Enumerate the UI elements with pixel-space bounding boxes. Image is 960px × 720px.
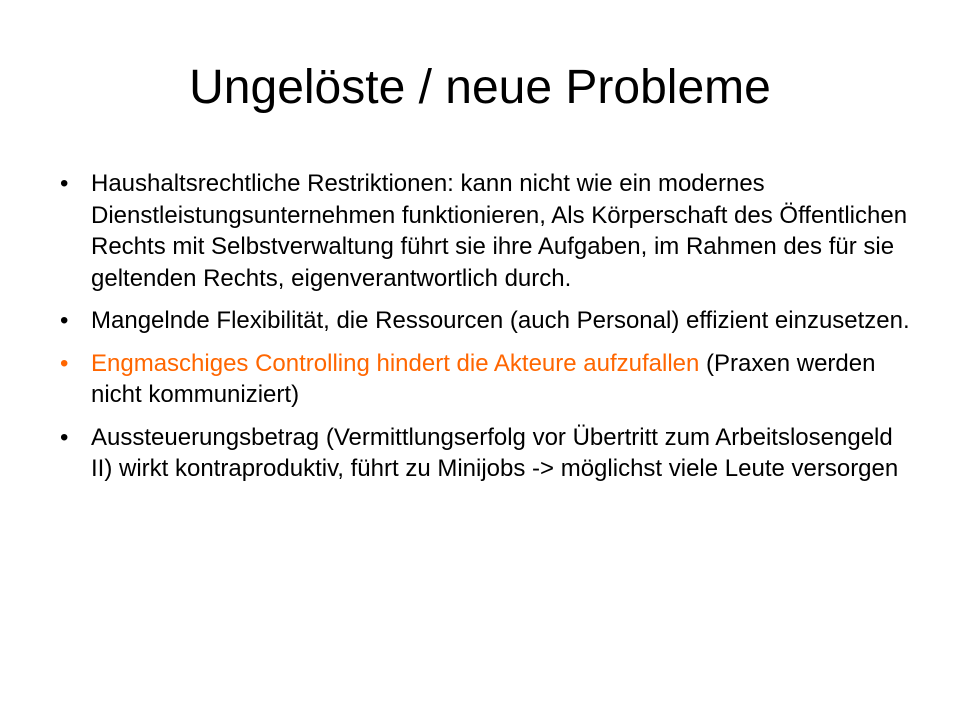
bullet-icon: • [60, 307, 69, 334]
bullet-text: Haushaltsrechtliche Restriktionen: kann nicht wie ein modernes Dienstleistungsunternehmen funktionieren, Als Körperschaft des Öffentlichen Rechts mit Selbstverwaltung führt sie ihre Aufgaben, im Rahmen des für sie geltenden Rechts, eigenverantwortlich durch. [91, 170, 908, 292]
bullet-item-3 [60, 348, 920, 411]
bullet-icon: • [60, 349, 69, 377]
bullet-list [60, 168, 920, 496]
bullet-text: Aussteuerungsbetrag (Vermittlungserfolg vor Übertritt zum Arbeitslosengeld II) wirkt kontraproduktiv, führt zu Minijobs -> möglichst viele Leute versorgen [91, 423, 899, 482]
slide-title: Ungelöste / neue Probleme [189, 61, 771, 114]
bullet-text: (Praxen werden nicht kommuniziert) [91, 349, 876, 408]
bullet-item-1 [60, 168, 920, 294]
bullet-icon: • [60, 423, 69, 451]
bullet-item-2 [60, 305, 920, 337]
bullet-icon: • [60, 170, 69, 197]
bullet-item-4 [60, 422, 920, 485]
bullet-text: Mangelnde Flexibilität, die Ressourcen (auch Personal) effizient einzusetzen. [91, 307, 910, 334]
bullet-highlighted-text: Engmaschiges Controlling hindert die Akteure aufzufallen [91, 349, 700, 377]
